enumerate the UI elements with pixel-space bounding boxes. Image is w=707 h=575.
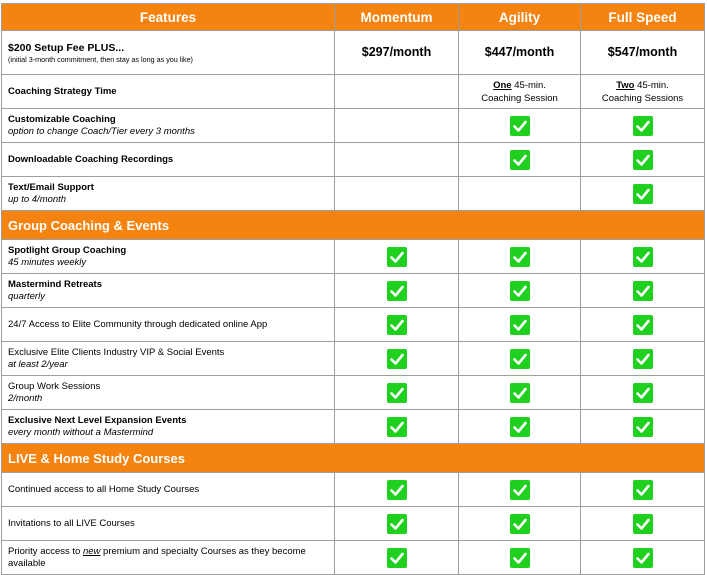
checkbox-check-icon [633,116,653,136]
header-row [2,4,705,31]
feature-row [2,410,705,444]
feature-title [8,546,334,570]
coaching-strategy-momentum [335,75,459,109]
checkbox-check-icon [633,150,653,170]
coaching-strategy-row [2,75,705,109]
checkbox-check-icon [510,349,530,369]
checkbox-check-icon [387,514,407,534]
feature-title: Exclusive Next Level Expansion Events [8,414,187,426]
full-speed-session-label: Coaching Sessions [601,92,684,104]
checkbox-check-icon [633,480,653,500]
feature-subtitle: up to 4/month [8,193,67,205]
coaching-strategy-full-speed [581,75,705,109]
setup-fee-feature [2,31,335,75]
cell-empty [335,143,459,177]
feature-title: Mastermind Retreats [8,278,102,290]
checkbox-check-icon [633,548,653,568]
full-speed-session-count: Two [616,79,635,91]
agility-session-length: 45-min. [511,79,546,91]
checkbox-check-icon [510,383,530,403]
feature-row [2,308,705,342]
setup-fee-row [2,31,705,75]
coaching-strategy-agility [459,75,581,109]
price-momentum: $297/month [335,31,459,75]
feature-row [2,177,705,211]
cell-empty [459,177,581,211]
checkbox-check-icon [510,480,530,500]
feature-title: Invitations to all LIVE Courses [8,517,135,529]
checkbox-check-icon [633,281,653,301]
price-agility: $447/month [459,31,581,75]
feature-row [2,473,705,507]
checkbox-check-icon [387,247,407,267]
feature-row [2,143,705,177]
checkbox-check-icon [387,383,407,403]
feature-subtitle: 2/month [8,392,43,404]
checkbox-check-icon [387,349,407,369]
feature-title: Group Work Sessions [8,380,101,392]
checkbox-check-icon [510,514,530,534]
feature-subtitle: every month without a Mastermind [8,426,154,438]
checkbox-check-icon [387,548,407,568]
checkbox-check-icon [633,184,653,204]
feature-title-emphasis: new [82,545,101,557]
checkbox-check-icon [510,116,530,136]
section-title: Group Coaching & Events [2,211,705,240]
feature-row [2,274,705,308]
feature-title: Continued access to all Home Study Courses [8,483,200,495]
feature-title: Exclusive Elite Clients Industry VIP & Social Events [8,346,225,358]
header-tier-full-speed: Full Speed [581,4,705,31]
section-group-coaching [2,211,705,240]
pricing-comparison-table [1,3,705,575]
feature-row [2,507,705,541]
feature-row [2,109,705,143]
section-title: LIVE & Home Study Courses [2,444,705,473]
checkbox-check-icon [510,247,530,267]
checkbox-check-icon [633,514,653,534]
feature-subtitle: option to change Coach/Tier every 3 months [8,125,195,137]
feature-row [2,376,705,410]
checkbox-check-icon [510,417,530,437]
setup-fee-title: $200 Setup Fee PLUS... [8,41,125,54]
cell-empty [335,177,459,211]
header-tier-momentum: Momentum [335,4,459,31]
agility-session-count: One [493,79,512,91]
checkbox-check-icon [633,349,653,369]
coaching-strategy-title: Coaching Strategy Time [8,85,117,97]
checkbox-check-icon [510,548,530,568]
feature-row [2,240,705,274]
feature-row [2,541,705,575]
checkbox-check-icon [510,150,530,170]
full-speed-session-length: 45-min. [634,79,669,91]
feature-title: Downloadable Coaching Recordings [8,153,174,165]
feature-title: Text/Email Support [8,181,94,193]
cell-empty [335,109,459,143]
feature-title: Customizable Coaching [8,113,116,125]
checkbox-check-icon [387,315,407,335]
feature-title-prefix: Priority access to [8,545,83,557]
feature-subtitle: 45 minutes weekly [8,256,87,268]
checkbox-check-icon [633,247,653,267]
feature-subtitle: quarterly [8,290,45,302]
feature-row [2,342,705,376]
checkbox-check-icon [387,417,407,437]
checkbox-check-icon [510,315,530,335]
coaching-strategy-feature [2,75,335,109]
checkbox-check-icon [633,315,653,335]
header-features: Features [2,4,335,31]
section-live-home-study [2,444,705,473]
header-tier-agility: Agility [459,4,581,31]
agility-session-label: Coaching Session [481,92,558,104]
checkbox-check-icon [387,281,407,301]
checkbox-check-icon [633,417,653,437]
feature-title: Spotlight Group Coaching [8,244,127,256]
feature-title-suffix: premium and specialty Courses as they become available [8,545,306,569]
checkbox-check-icon [633,383,653,403]
feature-subtitle: at least 2/year [8,358,68,370]
price-full-speed: $547/month [581,31,705,75]
checkbox-check-icon [387,480,407,500]
setup-fee-note: (initial 3-month commitment, then stay as long as you like) [8,54,193,64]
checkbox-check-icon [510,281,530,301]
feature-title: 24/7 Access to Elite Community through dedicated online App [8,318,268,330]
